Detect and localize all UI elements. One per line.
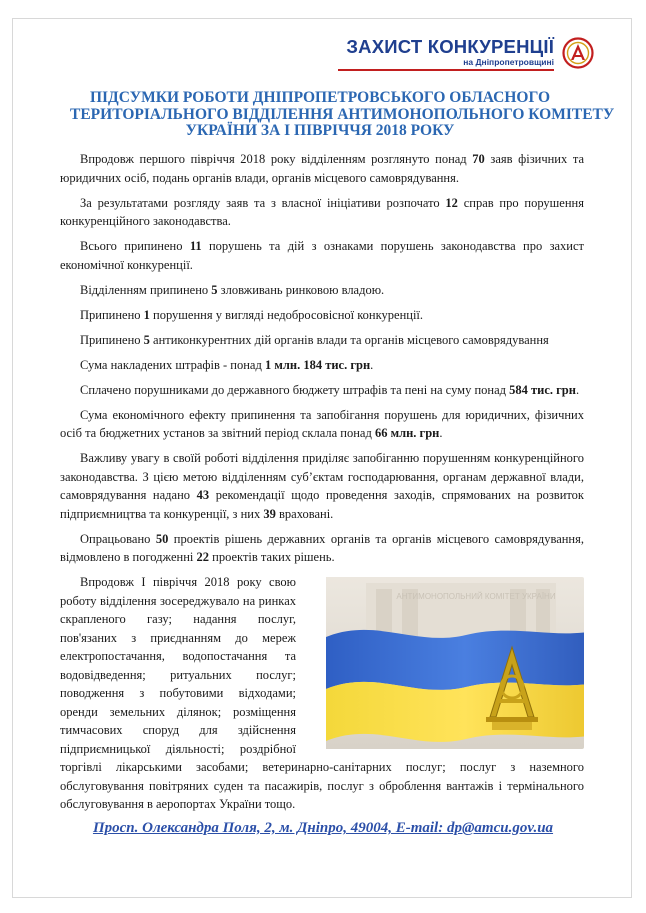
markets-section bbox=[60, 573, 584, 814]
footer-address bbox=[0, 820, 646, 837]
paragraph-unfair-competition: Припинено 1 порушення у вигляді недобросовісної конкуренції. bbox=[80, 307, 424, 322]
title-line-1: ПІДСУМКИ РОБОТИ ДНІПРОПЕТРОВСЬКОГО ОБЛАСНОГО bbox=[89, 89, 551, 106]
amcu-emblem-icon bbox=[562, 37, 594, 69]
page-title bbox=[70, 89, 615, 140]
paragraph-markets: АНТИМОНОПОЛЬНИЙ КОМІТЕТ УКРАЇНИ Впродовж І півріччя 2018 року свою роботу відділення зосереджувало на ринках скрапленого газу; надання послуг, пов'язаних з приєднанням до мереж електропостачання, водопостачання та водовідведення; ритуальних послуг; поводження з побутовими відходами; оренди земельних ділянок; розміщення тимчасових споруд для здійснення підприємницької діяльності; роздрібної торгівлі лікарськими засобами; ветеринарно-санітарних послуг; послуг з наземного обслуговування повітряних суден та пасажирів, послуг з оброблення вантажів і термінального обслуговування в аеропортах України тощо. bbox=[60, 573, 584, 814]
paragraph-anticompetitive-actions: Припинено 5 антиконкурентних дій органів влади та органів місцевого самоврядування bbox=[80, 332, 549, 347]
paragraph-cases: За результатами розгляду заяв та з власної ініціативи розпочато 12 справ про порушення конкуренційного законодавства. bbox=[60, 195, 584, 228]
title-line-2: ТЕРИТОРІАЛЬНОГО ВІДДІЛЕННЯ АНТИМОНОПОЛЬНОГО КОМІТЕТУ bbox=[70, 105, 615, 123]
header-brand bbox=[338, 36, 598, 72]
brand-title: ЗАХИСТ КОНКУРЕНЦІЇ bbox=[346, 36, 554, 57]
paragraph-draft-decisions: Опрацьовано 50 проектів рішень державних органів та органів місцевого самоврядування, відмовлено в погодженні 22 проектів таких рішень. bbox=[60, 531, 584, 564]
paragraph-economic-effect: Сума економічного ефекту припинення та запобігання порушень для юридичних, фізичних осіб та бюджетних установ за звітний період склала понад 66 млн. грн. bbox=[60, 407, 584, 440]
paragraph-fines-paid: Сплачено порушниками до державного бюджету штрафів та пені на суму понад 584 тис. грн. bbox=[80, 382, 580, 397]
paragraph-applications: Впродовж першого півріччя 2018 року відділенням розглянуто понад 70 заяв фізичних та юридичних осіб, подань органів влади, органів місцевого самоврядування. bbox=[60, 152, 584, 185]
paragraph-violations-total: Всього припинено 11 порушень та дій з ознаками порушень законодавства про захист економічної конкуренції. bbox=[60, 239, 585, 272]
paragraph-fines-imposed: Сума накладених штрафів - понад 1 млн. 184 тис. грн. bbox=[80, 357, 374, 372]
paragraph-abuse: Відділенням припинено 5 зловживань ринковою владою. bbox=[80, 282, 385, 297]
title-line-3: УКРАЇНИ ЗА І ПІВРІЧЧЯ 2018 РОКУ bbox=[185, 122, 455, 139]
article-body bbox=[60, 150, 584, 820]
paragraph-recommendations: Важливу увагу в своїй роботі відділення приділяє запобіганню порушенням конкуренційного законодавства. З цією метою відділенням суб’єктам господарювання, органам державної влади, самоврядування надано 43 рекомендації щодо проведення заходів, спрямованих на розвиток підприємництва та конкуренції, з них 39 враховані. bbox=[60, 451, 585, 521]
amcu-flag-photo bbox=[306, 577, 584, 749]
brand-underline bbox=[338, 69, 554, 71]
footer-address-text[interactable]: Просп. Олександра Поля, 2, м. Дніпро, 49004, E-mail: dp@amcu.gov.ua bbox=[92, 820, 554, 836]
svg-text:АНТИМОНОПОЛЬНИЙ КОМІТЕТ УКРАЇН: АНТИМОНОПОЛЬНИЙ КОМІТЕТ УКРАЇНИ bbox=[396, 592, 556, 601]
brand-subtitle: на Дніпропетровщині bbox=[463, 57, 554, 67]
